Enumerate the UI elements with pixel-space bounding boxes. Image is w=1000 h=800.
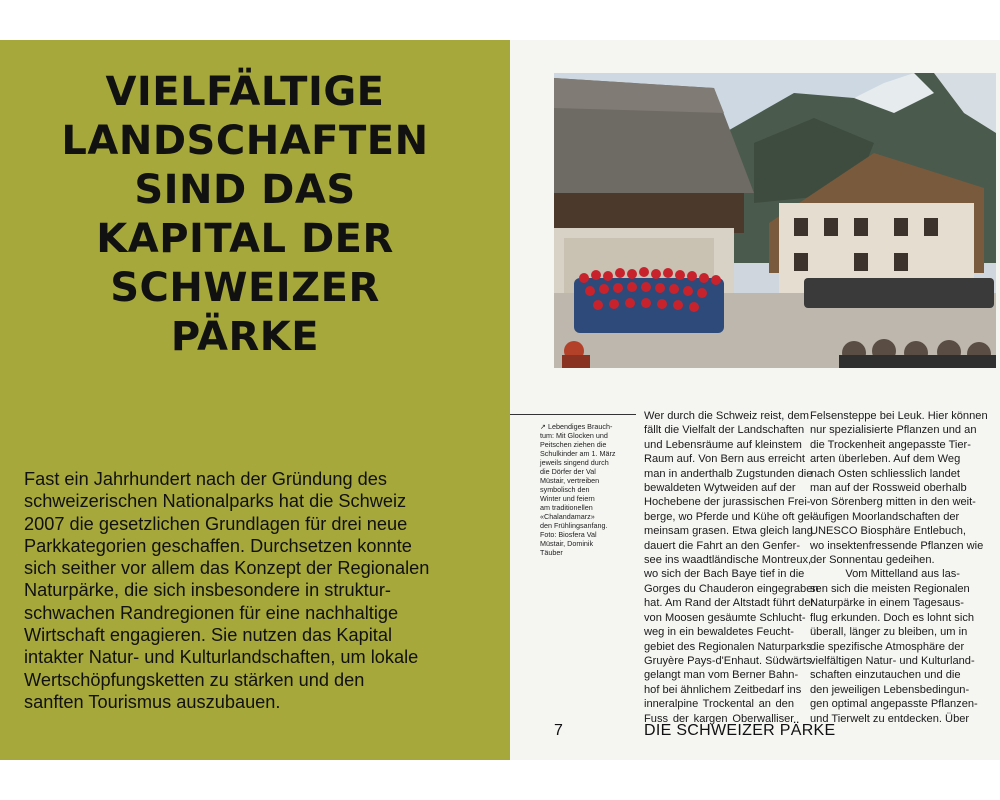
running-title: DIE SCHWEIZER PÄRKE — [644, 722, 836, 739]
body-line: flug erkunden. Doch es lohnt sich — [810, 611, 975, 624]
intro-line: schweizerischen Nationalparks hat die Schweiz — [24, 491, 407, 512]
caption-line: am traditionellen — [540, 503, 593, 512]
body-line: nur spezialisierte Pflanzen und an — [810, 424, 977, 437]
caption-line: jeweils singend durch — [540, 458, 609, 467]
body-line: Gorges du Chauderon eingegraben — [644, 582, 819, 595]
photo-caption — [540, 422, 636, 557]
caption-line: tum: Mit Glocken und — [540, 431, 608, 440]
caption-line: den Frühlingsanfang. — [540, 521, 608, 530]
body-line: hat. Am Rand der Altstadt führt der — [644, 597, 815, 610]
headline-line: PÄRKE — [170, 314, 320, 360]
body-line: man in anderthalb Zugstunden die — [644, 467, 813, 480]
body-line: Vom Mittelland aus las- — [845, 568, 960, 581]
intro-paragraph — [24, 468, 494, 713]
headline — [0, 68, 490, 362]
body-line: gen optimal angepasste Pflanzen- — [810, 698, 978, 711]
caption-line: Täuber — [540, 548, 563, 557]
left-page — [0, 40, 510, 760]
headline-line: SCHWEIZER — [110, 265, 380, 311]
body-line: Gruyère Pays-d'Enhaut. Südwärts — [644, 654, 812, 667]
intro-line: Parkkategorien geschaffen. Durchsetzen konnte — [24, 535, 412, 556]
intro-line: Fast ein Jahrhundert nach der Gründung des — [24, 469, 387, 489]
headline-line: LANDSCHAFTEN — [61, 118, 429, 164]
body-line: vielfältigen Natur- und Kulturland- — [810, 654, 975, 667]
caption-line: Winter und feiern — [540, 494, 595, 503]
body-line: sen sich die meisten Regionalen — [810, 582, 970, 595]
intro-line: sanften Tourismus auszubauen. — [24, 691, 281, 712]
page-number: 7 — [554, 722, 563, 739]
intro-line: Wirtschaft engagieren. Sie nutzen das Kapital — [24, 625, 393, 646]
body-line: inneralpine Trockental an den — [644, 698, 794, 711]
caption-line: Müstair, Dominik — [540, 539, 594, 548]
body-line: von Sörenberg mitten in den weit- — [810, 496, 976, 509]
body-line: bewaldeten Wytweiden auf der — [644, 482, 796, 495]
body-line: berge, wo Pferde und Kühe oft ge- — [644, 510, 814, 523]
caption-line: ↗ Lebendiges Brauch- — [540, 422, 613, 431]
intro-line: sich seither vor allem das Konzept der Regionalen — [24, 558, 430, 579]
caption-line: symbolisch den — [540, 485, 590, 494]
headline-line: KAPITAL DER — [96, 216, 394, 262]
caption-line: Schulkinder am 1. März — [540, 449, 616, 458]
body-line: der Sonnentau gedeihen. — [810, 554, 935, 567]
body-line: die Trockenheit angepasste Tier- — [810, 438, 971, 451]
right-page — [510, 40, 1000, 760]
body-line: dauert die Fahrt an den Genfer- — [644, 539, 801, 552]
body-line: schaften einzutauchen und die — [810, 669, 961, 682]
body-line: hof bei ähnlichem Zeitbedarf ins — [644, 683, 802, 696]
intro-line: 2007 die gesetzlichen Grundlagen für drei neue — [24, 513, 408, 534]
caption-line: die Dörfer der Val — [540, 467, 596, 476]
body-line: den jeweiligen Lebensbedingun- — [810, 683, 970, 696]
body-column-2 — [810, 409, 988, 726]
body-line: gebiet des Regionalen Naturparks — [644, 640, 812, 653]
body-line: fällt die Vielfalt der Landschaften — [644, 424, 805, 437]
body-line: Fuss der kargen Oberwalliser — [644, 712, 794, 725]
headline-line: VIELFÄLTIGE — [105, 69, 385, 115]
intro-line: Wertschöpfungsketten zu stärken und den — [24, 669, 365, 690]
body-line: und Lebensräume auf kleinstem — [644, 438, 802, 451]
body-line: läufigen Moorlandschaften der — [810, 510, 960, 523]
body-line: von Moosen gesäumte Schlucht- — [644, 611, 806, 624]
body-line: man auf der Rossweid oberhalb — [810, 482, 967, 495]
body-line: wo insektenfressende Pflanzen wie — [810, 539, 984, 552]
caption-line: Müstair, vertreiben — [540, 476, 600, 485]
body-line: Felsensteppe bei Leuk. Hier können — [810, 410, 988, 422]
body-line: nach Osten schliesslich landet — [810, 467, 960, 480]
body-line: arten überleben. Auf dem Weg — [810, 453, 961, 466]
caption-line: «Chalandamarz» — [540, 512, 595, 521]
body-line: Naturpärke in einem Tagesaus- — [810, 597, 964, 610]
body-line: Hochebene der jurassischen Frei- — [644, 496, 811, 509]
body-line: gelangt man vom Berner Bahn- — [644, 669, 799, 682]
caption-rule — [510, 414, 636, 415]
headline-line: SIND DAS — [134, 167, 356, 213]
intro-line: intakter Natur- und Kulturlandschaften, um lokale — [24, 647, 419, 668]
body-line: Raum auf. Von Bern aus erreicht — [644, 453, 805, 466]
body-line: wo sich der Bach Baye tief in die — [644, 568, 805, 581]
intro-line: Naturpärke, die sich insbesondere in struktur- — [24, 580, 391, 601]
intro-line: schwachen Randregionen für eine nachhaltige — [24, 602, 399, 623]
body-line: see ins waadtländische Montreux, — [644, 554, 812, 567]
body-line: und Tierwelt zu entdecken. Über — [810, 712, 970, 725]
body-line: weg in ein bewaldetes Feucht- — [644, 626, 794, 639]
village-festival-photo — [554, 73, 996, 368]
body-line: überall, länger zu bleiben, um in — [810, 626, 968, 639]
body-line: Wer durch die Schweiz reist, dem — [644, 410, 810, 422]
body-line: die spezifische Atmosphäre der — [810, 640, 965, 653]
magazine-spread — [0, 40, 1000, 760]
caption-line: Peitschen ziehen die — [540, 440, 607, 449]
body-column-1 — [644, 409, 819, 726]
caption-line: Foto: Biosfera Val — [540, 530, 597, 539]
body-line: UNESCO Biosphäre Entlebuch, — [810, 525, 967, 538]
body-line: meinsam grasen. Etwa gleich lang — [644, 525, 813, 538]
